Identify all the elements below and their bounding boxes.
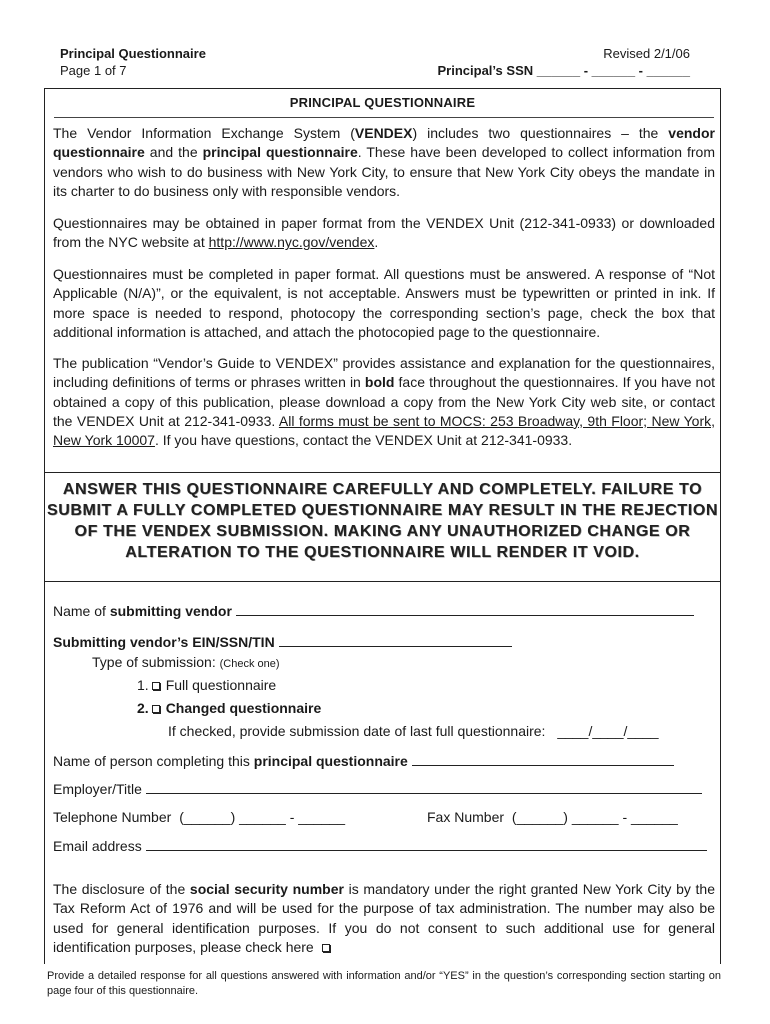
vendor-name-input[interactable] [236,601,694,616]
header-right [438,45,690,79]
ein-input[interactable] [279,632,512,647]
ssn-field[interactable]: ______ - ______ - ______ [536,63,690,78]
intro-paragraph-1: The Vendor Information Exchange System (VENDEX) includes two questionnaires – the vendor questionnaire and the principal questionnaire. These have been developed to collect information from vendors who wish to do business with New York City, to ensure that New York City obeys the mandate in its charter to do business only with responsible vendors. [53,125,715,199]
divider-top [44,472,721,473]
person-row: Name of person completing this principal questionnaire [53,751,674,770]
header-left [60,45,206,79]
intro-paragraph-2: Questionnaires may be obtained in paper format from the VENDEX Unit (212-341-0933) or downloaded from the NYC website at http://www.nyc.gov/vendex. [53,215,715,251]
telephone-row: Telephone Number (______) ______ - ______ [53,809,345,825]
warning-banner: ANSWER THIS QUESTIONNAIRE CAREFULLY AND COMPLETELY. FAILURE TO SUBMIT A FULLY COMPLETED QUESTIONNAIRE MAY RESULT IN THE REJECTION OF THE VENDEX SUBMISSION. MAKING ANY UNAUTHORIZED CHANGE OR ALTERATION TO THE QUESTIONNAIRE WILL RENDER IT VOID. [46,481,719,561]
page-label: Page 1 of 7 [60,63,127,78]
ssn-disclosure: The disclosure of the social security number is mandatory under the right granted New York City by the Tax Reform Act of 1976 and will be used for the purpose of tax administration. The number may also be used for general identification purposes. If you do not consent to such additional use for general identification purposes, please check here [53,881,715,955]
footer-note: Provide a detailed response for all questions answered with information and/or “YES” in the question’s corresponding section starting on page four of this questionnaire. [47,970,721,997]
fax-row: Fax Number (______) ______ - ______ [427,809,678,825]
vendor-name-row: Name of submitting vendor [53,601,694,620]
mocs-address: All forms must be sent to MOCS: 253 Broadway, 9th Floor; New York, New York 10007 [53,412,715,449]
email-row: Email address [53,836,707,855]
vendex-link[interactable]: http://www.nyc.gov/vendex [208,234,375,251]
ssn-row [438,62,690,79]
changed-questionnaire-checkbox[interactable] [152,705,160,713]
intro-paragraph-4: The publication “Vendor’s Guide to VENDEX” provides assistance and explanation for the questionnaires, including definitions of terms or phrases written in bold face throughout the questionnaires. If you have not obtained a copy of this publication, please download a copy from the New York City web site, or contact the VENDEX Unit at 212-341-0933. All forms must be sent to MOCS: 253 Broadway, 9th Floor; New York, New York 10007. If you have questions, contact the VENDEX Unit at 212-341-0933. [53,355,716,449]
page-title: PRINCIPAL QUESTIONNAIRE [289,95,476,110]
last-submission-date-row: If checked, provide submission date of last full questionnaire: ____/____/____ [168,723,659,739]
ssn-label: Principal’s SSN [437,63,534,78]
intro-paragraph-3: Questionnaires must be completed in paper format. All questions must be answered. A response of “Not Applicable (N/A)”, or the equivalent, is not acceptable. Answers must be typewritten or printed in ink. If more space is needed to respond, photocopy the corresponding section’s page, check the box that additional information is attached, and attach the photocopied page to the questionnaire. [53,266,715,340]
submission-type-row: Type of submission: (Check one) [92,654,280,670]
fax-input[interactable]: (______) ______ - ______ [511,809,678,825]
telephone-input[interactable]: (______) ______ - ______ [179,809,345,825]
full-questionnaire-checkbox[interactable] [152,682,160,690]
person-name-input[interactable] [412,751,674,766]
ein-row: Submitting vendor’s EIN/SSN/TIN [53,632,512,651]
title-divider [54,117,714,118]
form-name: Principal Questionnaire [60,46,206,61]
email-input[interactable] [146,836,707,851]
option-changed-row: 2. Changed questionnaire [137,700,322,716]
divider-bottom [44,581,721,582]
ssn-consent-checkbox[interactable] [322,944,330,952]
employer-title-input[interactable] [146,779,702,794]
last-submission-date-input[interactable]: ____/____/____ [557,723,659,739]
revised-date: Revised 2/1/06 [603,46,690,61]
option-full-row: 1. Full questionnaire [137,677,277,693]
employer-row: Employer/Title [53,779,702,798]
